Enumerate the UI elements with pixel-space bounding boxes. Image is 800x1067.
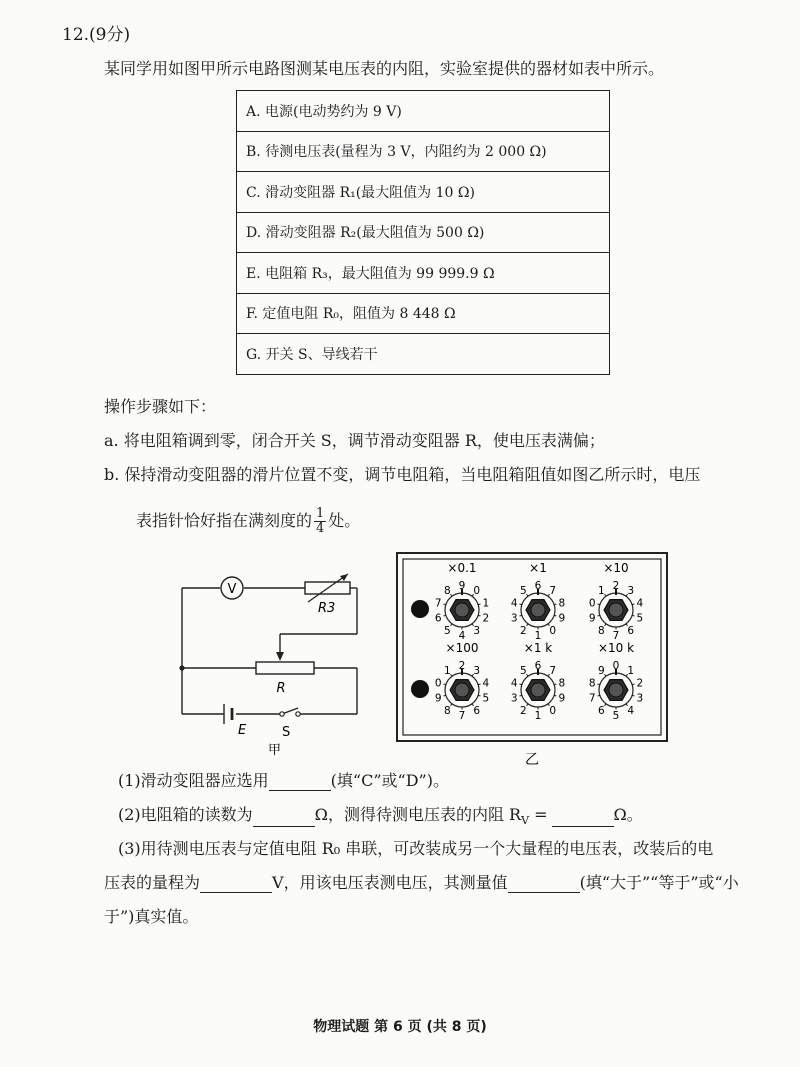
q3-mid: V，用该电压表测电压，其测量值	[272, 873, 508, 892]
dial-digit: 7	[434, 597, 442, 610]
dial-digit: 0	[612, 660, 620, 672]
question-1	[118, 768, 449, 791]
answer-blank-1[interactable]	[269, 774, 331, 791]
fraction-numerator: 1	[316, 506, 325, 521]
question-intro: 某同学用如图甲所示电路图测某电压表的内阻，实验室提供的器材如表中所示。	[104, 59, 665, 78]
dial-digit: 7	[549, 584, 557, 597]
equipment-item: C. 滑动变阻器 R₁(最大阻值为 10 Ω)	[237, 172, 610, 213]
q2-text: (2)电阻箱的读数为	[118, 805, 253, 824]
dial-digit: 8	[558, 597, 566, 610]
dial-digit: 9	[434, 692, 442, 705]
fraction-denominator: 4	[316, 521, 325, 536]
rheostat-label: R	[276, 681, 286, 696]
q2-end: Ω。	[613, 805, 643, 824]
dial-multiplier: ×1 k	[523, 641, 553, 655]
page-footer: 物理试题 第 6 页 (共 8 页)	[313, 1019, 487, 1035]
rheostat-symbol	[256, 662, 314, 674]
dial-digit: 2	[519, 625, 527, 638]
q3-end: (填“大于”“等于”或“小	[579, 873, 739, 892]
dial-digit: 2	[519, 705, 527, 718]
table-row	[237, 253, 610, 294]
box-caption: 乙	[525, 752, 539, 768]
dial-digit: 0	[549, 705, 557, 718]
switch-contact	[280, 712, 284, 716]
equipment-item: G. 开关 S、导线若干	[237, 334, 610, 375]
dial-digit: 0	[588, 597, 596, 610]
dial-digit: 1	[482, 597, 490, 610]
slider-arrow	[276, 652, 284, 661]
dial-digit: 9	[588, 612, 596, 625]
battery-label: E	[238, 723, 247, 738]
dial-digit: 8	[597, 625, 605, 638]
dial-digit: 7	[588, 692, 596, 705]
dial-digit: 9	[458, 580, 466, 592]
dial-digit: 1	[534, 630, 542, 642]
fraction	[314, 507, 326, 536]
question-number: 12.(9分)	[62, 25, 131, 45]
answer-blank-2[interactable]	[253, 810, 315, 827]
step-a: a. 将电阻箱调到零，闭合开关 S，调节滑动变阻器 R，使电压表满偏；	[104, 431, 605, 450]
dial-digit: 3	[473, 664, 481, 677]
dial-knob-center	[531, 603, 545, 617]
dial-digit: 1	[443, 664, 451, 677]
dial-knob-center	[609, 603, 623, 617]
dial-digit: 5	[519, 584, 527, 597]
table-row	[237, 334, 610, 375]
dial-digit: 4	[458, 630, 466, 642]
equipment-item: D. 滑动变阻器 R₂(最大阻值为 500 Ω)	[237, 212, 610, 253]
circuit-diagram	[170, 568, 370, 764]
dial-digit: 2	[636, 677, 644, 690]
dial-digit: 8	[588, 677, 596, 690]
dial-digit: 3	[510, 692, 518, 705]
step-b-text: 表指针恰好指在满刻度的	[136, 511, 313, 530]
dial-digit: 6	[434, 612, 442, 625]
dial-multiplier: ×100	[445, 641, 479, 655]
dial-digit: 6	[597, 705, 605, 718]
dial-digit: 2	[612, 580, 620, 592]
dial-digit: 3	[636, 692, 644, 705]
terminal-knob[interactable]	[411, 600, 429, 618]
dial-digit: 3	[510, 612, 518, 625]
dial-knob-center	[531, 683, 545, 697]
dial-digit: 4	[510, 677, 518, 690]
equipment-item: B. 待测电压表(量程为 3 V，内阻约为 2 000 Ω)	[237, 131, 610, 172]
junction-dot	[179, 665, 184, 670]
question-3-line2	[104, 870, 739, 893]
r3-label: R3	[318, 601, 336, 616]
step-b-continued	[136, 507, 360, 536]
circuit-caption: 甲	[268, 743, 282, 758]
equipment-item: A. 电源(电动势约为 9 V)	[246, 103, 402, 120]
dial-digit: 9	[558, 612, 566, 625]
dial-digit: 7	[458, 710, 466, 722]
dial-digit: 0	[549, 625, 557, 638]
dial-digit: 4	[636, 597, 644, 610]
dial-digit: 2	[482, 612, 490, 625]
dial-digit: 5	[636, 612, 644, 625]
dial-digit: 4	[510, 597, 518, 610]
variable-arrowhead	[340, 574, 348, 581]
dial-knob-center	[609, 683, 623, 697]
steps-title: 操作步骤如下：	[104, 397, 217, 416]
answer-blank-5[interactable]	[508, 876, 580, 893]
resistance-box	[396, 552, 668, 768]
voltmeter-label: V	[227, 582, 237, 597]
q2-mid2: =	[529, 805, 548, 824]
dial-digit: 9	[558, 692, 566, 705]
dial-digit: 1	[534, 710, 542, 722]
dial-multiplier: ×0.1	[447, 561, 477, 575]
dial-digit: 7	[549, 664, 557, 677]
question-2	[118, 802, 643, 827]
question-3-line3: 于”)真实值。	[104, 907, 199, 926]
dial-digit: 1	[627, 664, 635, 677]
dial-knob-center	[455, 683, 469, 697]
dial-digit: 6	[473, 705, 481, 718]
dial-digit: 1	[597, 584, 605, 597]
dial-digit: 5	[482, 692, 490, 705]
dial-digit: 0	[434, 677, 442, 690]
dial-multiplier: ×1	[529, 561, 547, 575]
dial-digit: 3	[627, 584, 635, 597]
dial-multiplier: ×10	[603, 561, 629, 575]
dial-digit: 6	[534, 660, 542, 672]
dial-digit: 6	[627, 625, 635, 638]
equipment-table	[236, 90, 610, 375]
dial-digit: 5	[612, 710, 620, 722]
switch-contact	[296, 712, 300, 716]
table-row	[237, 172, 610, 213]
table-row	[237, 293, 610, 334]
dial-knob-center	[455, 603, 469, 617]
q1-text: (1)滑动变阻器应选用	[118, 771, 269, 790]
dial-digit: 8	[443, 584, 451, 597]
question-3: (3)用待测电压表与定值电阻 R₀ 串联，可改装成另一个大量程的电压表，改装后的电	[118, 839, 714, 858]
step-b-end: 处。	[328, 511, 361, 530]
equipment-item: E. 电阻箱 R₃，最大阻值为 99 999.9 Ω	[237, 253, 610, 294]
dial-digit: 4	[627, 705, 635, 718]
q2-subscript: V	[521, 814, 530, 828]
terminal-knob[interactable]	[411, 680, 429, 698]
dial-digit: 9	[597, 664, 605, 677]
dial-digit: 8	[443, 705, 451, 718]
equipment-item: F. 定值电阻 R₀，阻值为 8 448 Ω	[237, 293, 610, 334]
table-row	[237, 91, 610, 132]
answer-blank-3[interactable]	[552, 810, 614, 827]
switch-label: S	[282, 725, 291, 740]
dial-digit: 2	[458, 660, 466, 672]
table-row	[237, 131, 610, 172]
step-b: b. 保持滑动变阻器的滑片位置不变，调节电阻箱，当电阻箱阻值如图乙所示时，电压	[104, 465, 701, 484]
table-row	[237, 212, 610, 253]
dial-digit: 5	[519, 664, 527, 677]
q2-mid: Ω，测得待测电压表的内阻 R	[314, 805, 522, 824]
dial-digit: 8	[558, 677, 566, 690]
answer-blank-4[interactable]	[200, 876, 272, 893]
dial-multiplier: ×10 k	[597, 641, 635, 655]
dial-digit: 3	[473, 625, 481, 638]
dial-digit: 7	[612, 630, 620, 642]
dial-digit: 6	[534, 580, 542, 592]
q1-end: (填“C”或“D”)。	[330, 771, 449, 790]
dial-digit: 5	[443, 625, 451, 638]
q3-text: 压表的量程为	[104, 873, 201, 892]
dial-digit: 4	[482, 677, 490, 690]
dial-digit: 0	[473, 584, 481, 597]
